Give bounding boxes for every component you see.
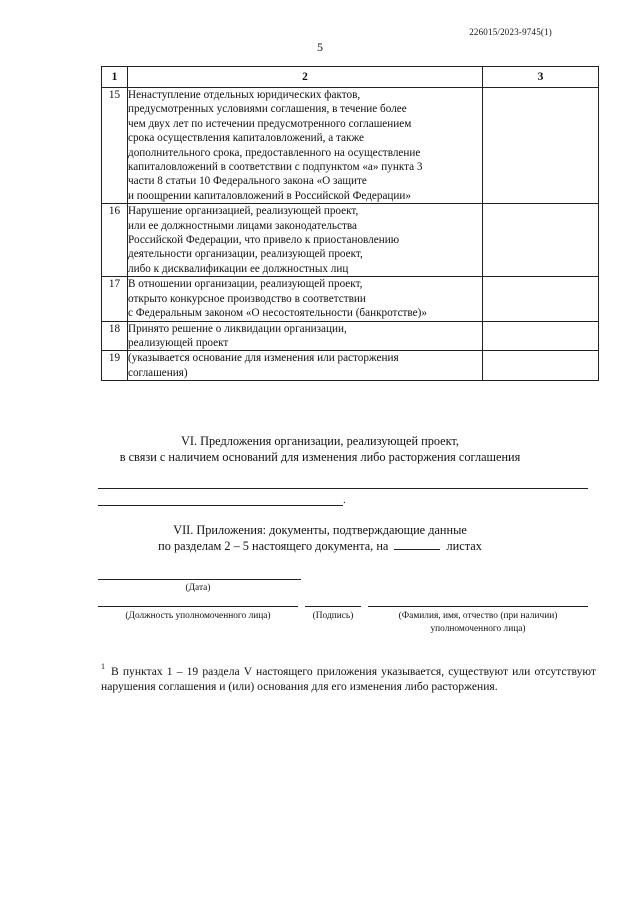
date-line[interactable]	[98, 579, 301, 580]
description-line: срока осуществления капиталовложений, а также	[128, 132, 364, 145]
description-line: части 8 статьи 10 Федерального закона «О защите	[128, 175, 367, 188]
date-caption: (Дата)	[185, 583, 211, 593]
row-description	[128, 88, 483, 204]
table-row	[102, 204, 599, 277]
section-7-title-line-2	[0, 538, 640, 555]
signature-line[interactable]	[305, 606, 361, 607]
position-caption: (Должность уполномоченного лица)	[125, 611, 271, 621]
sheet-count-field[interactable]	[394, 538, 440, 550]
row-value-cell[interactable]	[483, 351, 599, 381]
row-description	[128, 321, 483, 351]
footnote-text: В пунктах 1 – 19 раздела V настоящего приложения указывается, существуют или отсутствуют нарушения соглашения и (или) основания для его изменения либо расторжения.	[101, 664, 596, 694]
table-row	[102, 351, 599, 381]
footnote	[101, 660, 596, 695]
table-body	[102, 88, 599, 381]
signature-caption: (Подпись)	[312, 611, 354, 621]
row-description	[128, 277, 483, 321]
section-7-text-before: по разделам 2 – 5 настоящего документа, на	[158, 539, 389, 553]
position-line[interactable]	[98, 606, 298, 607]
row-number: 18	[102, 321, 128, 351]
row-number: 15	[102, 88, 128, 204]
row-number: 16	[102, 204, 128, 277]
description-line: деятельности организации, реализующей проект,	[128, 248, 363, 261]
description-line: В отношении организации, реализующей проект,	[128, 278, 363, 291]
section-6-title-line-2: в связи с наличием оснований для изменения либо расторжения соглашения	[119, 450, 521, 464]
description-line: предусмотренных условиями соглашения, в течение более	[128, 103, 407, 116]
proposal-line-end-dot: .	[343, 494, 346, 506]
column-header-3: 3	[483, 67, 599, 88]
description-line: соглашения)	[128, 366, 188, 379]
description-line: с Федеральным законом «О несостоятельности (банкротстве)»	[128, 307, 427, 320]
description-line: и поощрении капиталовложений в Российской Федерации»	[128, 189, 411, 202]
description-line: реализующей проект	[128, 336, 229, 349]
document-id: 226015/2023-9745(1)	[469, 27, 552, 37]
row-value-cell[interactable]	[483, 321, 599, 351]
description-line: открыто конкурсное производство в соответствии	[128, 292, 366, 305]
description-line: Принято решение о ликвидации организации,	[128, 322, 347, 335]
column-header-2: 2	[128, 67, 483, 88]
description-line: Российской Федерации, что привело к приостановлению	[128, 234, 400, 247]
row-description	[128, 351, 483, 381]
proposal-line-1	[98, 488, 588, 489]
table-header-row	[102, 67, 599, 88]
footnote-marker: 1	[101, 662, 105, 671]
description-line: (указывается основание для изменения или расторжения	[128, 352, 399, 365]
proposal-line-2	[98, 505, 343, 506]
page-number: 5	[317, 40, 323, 54]
row-value-cell[interactable]	[483, 88, 599, 204]
description-line: Ненаступление отдельных юридических фактов,	[128, 89, 361, 101]
name-caption-line-1: (Фамилия, имя, отчество (при наличии)	[398, 611, 558, 621]
section-7-title-line-1: VII. Приложения: документы, подтверждающие данные	[173, 523, 467, 537]
table-row	[102, 321, 599, 351]
column-header-1: 1	[102, 67, 128, 88]
description-line: либо к дисквалификации ее должностных лиц	[128, 262, 349, 275]
row-number: 19	[102, 351, 128, 381]
table-row	[102, 277, 599, 321]
section-6-title-line-1: VI. Предложения организации, реализующей проект,	[181, 434, 459, 448]
description-line: Нарушение организацией, реализующей проект,	[128, 205, 359, 218]
description-line: капиталовложений в соответствии с подпунктом «а» пункта 3	[128, 161, 423, 174]
description-line: дополнительного срока, предоставленного на осуществление	[128, 146, 421, 159]
grounds-table	[101, 66, 599, 381]
row-value-cell[interactable]	[483, 204, 599, 277]
row-value-cell[interactable]	[483, 277, 599, 321]
row-description	[128, 204, 483, 277]
name-caption-line-2: уполномоченного лица)	[430, 624, 526, 634]
row-number: 17	[102, 277, 128, 321]
table-row	[102, 88, 599, 204]
name-line[interactable]	[368, 606, 588, 607]
description-line: или ее должностными лицами законодательства	[128, 219, 357, 232]
description-line: чем двух лет по истечении предусмотренного соглашением	[128, 117, 412, 130]
section-7-text-after: листах	[446, 539, 482, 553]
